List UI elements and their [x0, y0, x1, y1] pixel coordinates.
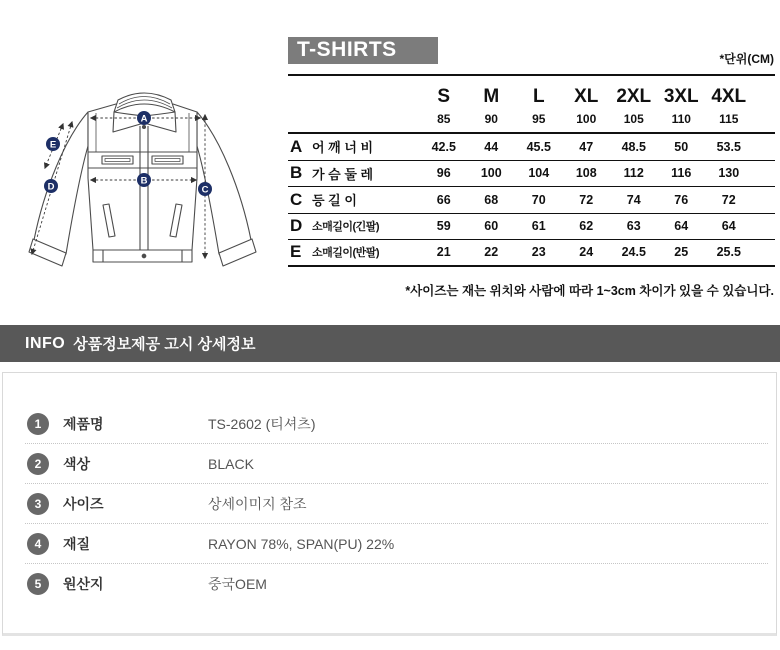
size-disclaimer: *사이즈는 재는 위치와 사람에 따라 1~3cm 차이가 있을 수 있습니다. — [405, 284, 774, 298]
svg-text:D: D — [47, 181, 55, 193]
table-row-long-sleeve: D 소매길이(긴팔) 59 60 61 62 63 64 64 — [288, 214, 775, 241]
info-section-header — [0, 325, 780, 362]
number-badge: 4 — [27, 533, 49, 555]
jacket-measurement-diagram — [20, 82, 280, 287]
info-row-material: 4 재질 RAYON 78%, SPAN(PU) 22% — [3, 524, 776, 563]
size-table-corner — [288, 86, 420, 126]
info-row-product-name: 1 제품명 TS-2602 (티셔츠) — [3, 404, 776, 443]
svg-text:B: B — [140, 175, 148, 187]
number-badge: 3 — [27, 493, 49, 515]
svg-text:C: C — [201, 184, 209, 196]
size-col-2xl: 2XL 105 — [616, 86, 652, 126]
size-col-3xl: 3XL 110 — [663, 86, 699, 126]
table-row-shoulder: A 어 깨 너 비 42.5 44 45.5 47 48.5 50 53.5 — [288, 134, 775, 161]
info-row-origin: 5 원산지 중국OEM — [3, 564, 776, 603]
size-col-l: L 95 — [532, 86, 546, 126]
size-col-4xl: 4XL 115 — [711, 86, 747, 126]
info-row-size: 3 사이즈 상세이미지 참조 — [3, 484, 776, 523]
marker-d-long-sleeve — [44, 179, 58, 193]
marker-a-shoulder — [137, 111, 151, 125]
size-col-m: M 90 — [483, 86, 500, 126]
table-row-short-sleeve: E 소매길이(반팔) 21 22 23 24 24.5 25 25.5 — [288, 240, 775, 267]
number-badge: 2 — [27, 453, 49, 475]
table-row-back-length: C 등 길 이 66 68 70 72 74 76 72 — [288, 187, 775, 214]
number-badge: 1 — [27, 413, 49, 435]
number-badge: 5 — [27, 573, 49, 595]
unit-note: *단위(CM) — [719, 52, 774, 66]
info-prefix: INFO — [25, 334, 66, 352]
size-table-header — [288, 76, 775, 132]
info-row-color: 2 색상 BLACK — [3, 444, 776, 483]
svg-text:E: E — [49, 139, 57, 151]
info-title: 상품정보제공 고시 상세정보 — [73, 336, 256, 353]
size-col-s: S 85 — [437, 86, 451, 126]
marker-b-chest — [137, 173, 151, 187]
product-info-panel — [2, 372, 777, 636]
size-table — [288, 74, 775, 267]
marker-e-short-sleeve — [46, 137, 60, 151]
svg-text:A: A — [140, 113, 148, 125]
table-row-chest: B 가 슴 둘 레 96 100 104 108 112 116 130 — [288, 161, 775, 188]
size-col-xl: XL 100 — [574, 86, 599, 126]
section-title: T-SHIRTS — [288, 37, 438, 64]
marker-c-length — [198, 182, 212, 196]
